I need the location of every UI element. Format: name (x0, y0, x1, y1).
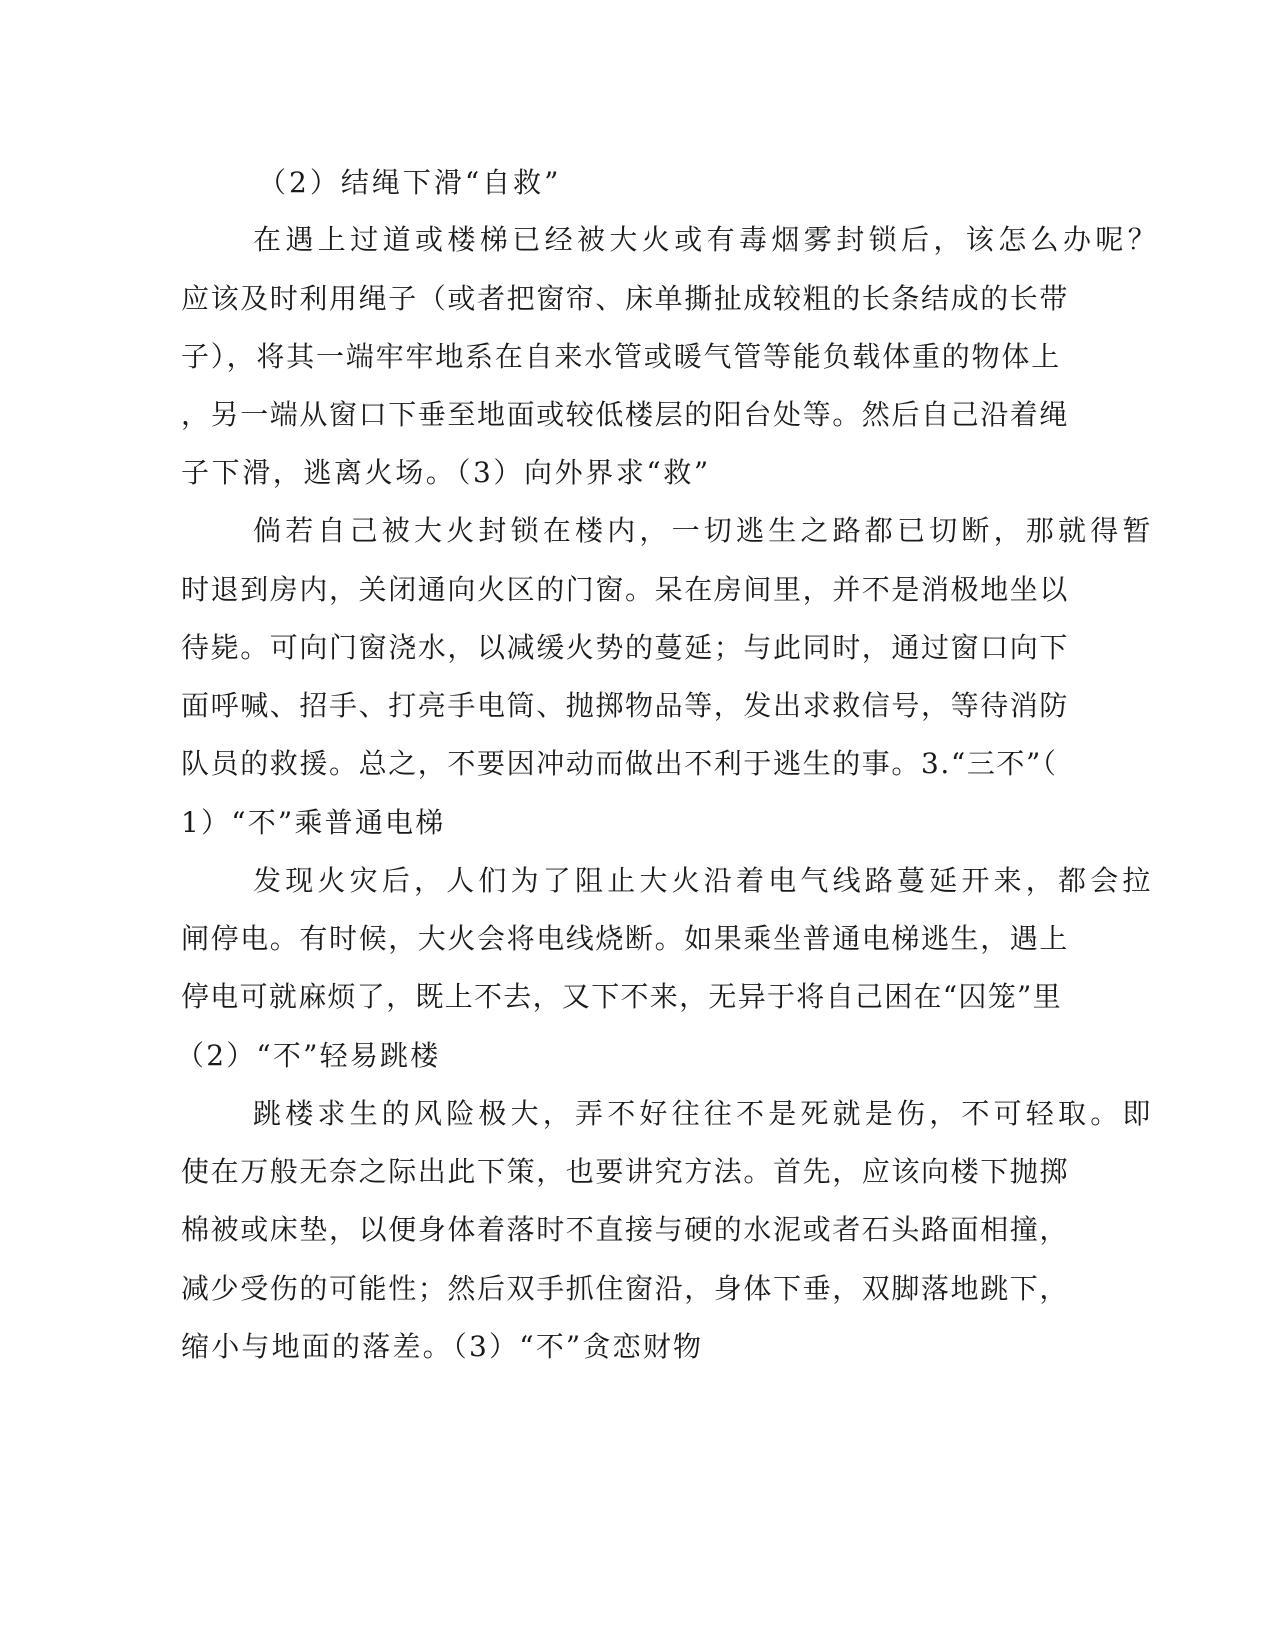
paragraph-line: 倘若自己被大火封锁在楼内，一切逃生之路都已切断，那就得暂 (253, 514, 1155, 547)
paragraph-line: 发现火灾后，人们为了阻止大火沿着电气线路蔓延开来，都会拉 (253, 864, 1155, 897)
paragraph-line: 时退到房内，关闭通向火区的门窗。呆在房间里，并不是消极地坐以 (181, 573, 1070, 606)
paragraph-line: 停电可就麻烦了，既上不去，又下不来，无异于将自己困在“囚笼”里 (181, 980, 1062, 1013)
heading-no-elevator: 1）“不”乘普通电梯 (181, 806, 446, 839)
paragraph-line: 队员的救援。总之，不要因冲动而做出不利于逃生的事。3.“三不”（ (181, 747, 1058, 780)
paragraph-line: 减少受伤的可能性；然后双手抓住窗沿，身体下垂，双脚落地跳下， (181, 1272, 1070, 1305)
paragraph-line: 跳楼求生的风险极大，弄不好往往不是死就是伤，不可轻取。即 (253, 1097, 1155, 1130)
paragraph-line: 在遇上过道或楼梯已经被大火或有毒烟雾封锁后，该怎么办呢？ (253, 223, 1161, 256)
heading-rope-self-rescue: （2）结绳下滑“自救” (258, 166, 562, 199)
paragraph-line: 子下滑，逃离火场。（3）向外界求“救” (181, 456, 711, 489)
heading-no-jumping: （2）“不”轻易跳楼 (176, 1039, 441, 1072)
paragraph-line: 子），将其一端牢牢地系在自来水管或暖气管等能负载体重的物体上 (181, 340, 1062, 373)
paragraph-line: 应该及时利用绳子（或者把窗帘、床单撕扯成较粗的长条结成的长带 (181, 282, 1070, 315)
paragraph-line: 待毙。可向门窗浇水，以减缓火势的蔓延；与此同时，通过窗口向下 (181, 631, 1070, 664)
paragraph-line: 面呼喊、招手、打亮手电筒、抛掷物品等，发出求救信号，等待消防 (181, 689, 1070, 722)
paragraph-line: 棉被或床垫，以便身体着落时不直接与硬的水泥或者石头路面相撞， (181, 1213, 1070, 1246)
paragraph-line: 缩小与地面的落差。（3）“不”贪恋财物 (181, 1330, 704, 1363)
paragraph-line: ，另一端从窗口下垂至地面或较低楼层的阳台处等。然后自己沿着绳 (181, 398, 1070, 431)
paragraph-line: 使在万般无奈之际出此下策，也要讲究方法。首先，应该向楼下抛掷 (181, 1155, 1070, 1188)
paragraph-line: 闸停电。有时候，大火会将电线烧断。如果乘坐普通电梯逃生，遇上 (181, 922, 1070, 955)
